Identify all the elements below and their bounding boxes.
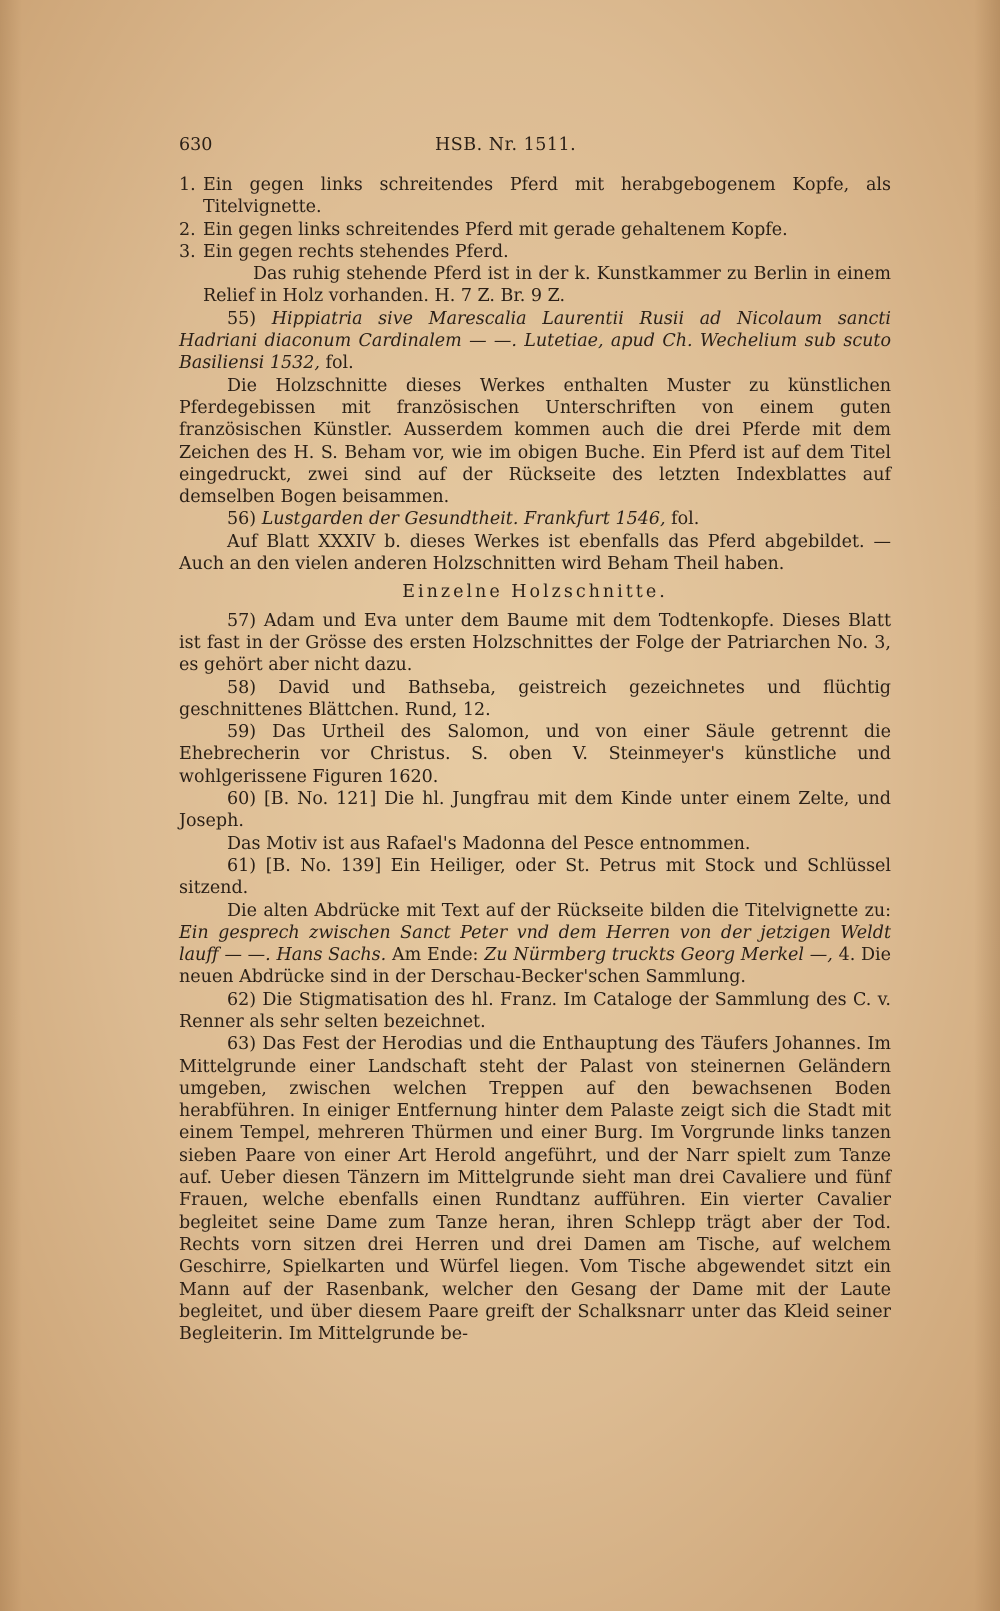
entry-60-note: Das Motiv ist aus Rafael's Madonna del Pesce entnommen. — [227, 833, 751, 854]
entry-60: 60) [B. No. 121] Die hl. Jungfrau mit dem Kinde unter einem Zelte, und Joseph. — [179, 789, 891, 832]
entry-59: 59) Das Urtheil des Salomon, und von einer Säule getrennt die Ehebrecherin vor Christus. S. oben V. Steinmeyer's künstliche und wohlgerissene Figuren 1620. — [179, 722, 891, 787]
page-edge-left — [0, 0, 22, 1611]
list-item: 1. Ein gegen links schreitendes Pferd mit herabgebogenem Kopfe, als Titelvignette. — [179, 175, 891, 218]
entry-55-title: Hippiatria sive Marescalia Laurentii Rusii ad Nicolaum sancti Hadriani diaconum Cardinalem — —. Lutetiae, apud Ch. Wechelium sub scuto Basiliensi 1532, — [179, 308, 891, 374]
section-heading: Einzelne Holzschnitte. — [402, 582, 668, 603]
entry-57: 57) Adam und Eva unter dem Baume mit dem Todtenkopfe. Dieses Blatt ist fast in der Grösse des ersten Holzschnittes der Folge der Patriarchen No. 3, es gehört aber nicht dazu. — [179, 610, 891, 676]
entry-58: 58) David und Bathseba, geistreich gezeichnetes und flüchtig geschnittenes Blättchen. Rund, 12. — [179, 677, 891, 720]
entry-61: 61) [B. No. 139] Ein Heiliger, oder St. Petrus mit Stock und Schlüssel sitzend. — [179, 855, 891, 899]
entry-62: 62) Die Stigmatisation des hl. Franz. Im Cataloge der Sammlung des C. v. Renner als sehr selten bezeichnet. — [179, 989, 891, 1032]
list-item: 2. Ein gegen links schreitendes Pferd mit gerade gehaltenem Kopfe. — [179, 219, 788, 240]
item3-note: Das ruhig stehende Pferd ist in der k. Kunstkammer zu Berlin in einem Relief in Holz vorhanden. H. 7 Z. Br. 9 Z. — [203, 264, 891, 307]
entry-63: 63) Das Fest der Herodias und die Enthauptung des Täufers Johannes. Im Mittelgrunde einer Landschaft steht der Palast von steinernen Geländern umgeben, zwischen welchen Treppen auf den bewachsenen Boden herabführen. In einiger Entfernung hinter dem Palaste zeigt sich die Stadt mit einem Tempel, mehreren Thürmen und einer Burg. Im Vorgrunde links tanzen sieben Paare von einer Art Herold angeführt, und der Narr spielt zum Tanze auf. Ueber diesen Tänzern im Mittelgrunde sieht man drei Cavaliere und fünf Frauen, welche ebenfalls einen Rundtanz aufführen. Ein vierter Cavalier begleitet seine Dame zum Tanze heran, ihren Schlepp trägt aber der Tod. Rechts vorn sitzen drei Herren und drei Damen am Tische, auf welchem Geschirre, Spielkarten und Würfel liegen. Vom Tische abgewendet sitzt ein Mann auf der Rasenbank, welcher den Gesang der Dame mit der Laute begleitet, und über diesem Paare greift der Schalksnarr unter das Kleid seiner Begleiterin. Im Mittelgrunde be- — [179, 1034, 891, 1345]
entry-55-body: Die Holzschnitte dieses Werkes enthalten Muster zu künstlichen Pferdegebissen mit französischen Unterschriften von einem guten französischen Künstler. Ausserdem kommen auch die drei Pferde mit dem Zeichen des H. S. Beham vor, wie im obigen Buche. Ein Pferd ist auf dem Titel eingedruckt, zwei sind auf der Rückseite des letzten Indexblattes auf demselben Bogen beisammen. — [179, 375, 891, 508]
entry-55: 55) Hippiatria sive Marescalia Laurentii Rusii ad Nicolaum sancti Hadriani diaconum Cardinalem — —. Lutetiae, apud Ch. Wechelium sub scuto Basiliensi 1532, fol. — [179, 308, 891, 374]
entry-56-title: Lustgarden der Gesundtheit. Frankfurt 1546, — [261, 509, 666, 530]
running-header — [179, 134, 891, 156]
list-item: 3. Ein gegen rechts stehendes Pferd. — [179, 241, 509, 262]
page-number: 630 — [179, 135, 213, 155]
page-edge-right — [974, 0, 1000, 1611]
entry-61-note: Die alten Abdrücke mit Text auf der Rückseite bilden die Titelvignette zu: Ein gesprech zwischen Sanct Peter vnd dem Herren von der jetzigen Weldt lauff — —. Hans Sachs. Am Ende: Zu Nürmberg truckts Georg Merkel —, 4. Die neuen Abdrücke sind in der Derschau-Becker'schen Sammlung. — [179, 900, 891, 988]
entry-56-body: Auf Blatt XXXIV b. dieses Werkes ist ebenfalls das Pferd abgebildet. — Auch an den vielen anderen Holzschnitten wird Beham Theil haben. — [179, 531, 891, 575]
page-text — [179, 134, 891, 1345]
entry-56: 56) Lustgarden der Gesundtheit. Frankfurt 1546, fol. — [227, 509, 700, 530]
header-title: HSB. Nr. 1511. — [435, 135, 577, 155]
